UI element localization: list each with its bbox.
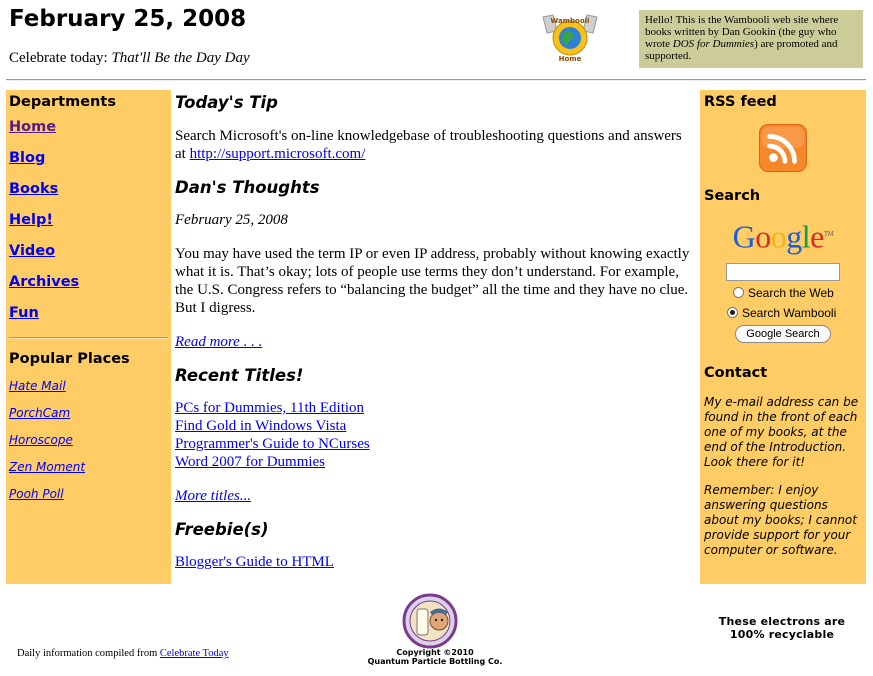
bottler-caption	[360, 648, 510, 666]
popular-places-heading: Popular Places	[9, 351, 130, 367]
google-logo-text: Google	[732, 218, 824, 255]
nav-link-video[interactable]: Video	[9, 243, 56, 259]
celebrate-day: That'll Be the Day Day	[111, 50, 250, 66]
quantum-particle-bottling-logo[interactable]	[394, 593, 466, 649]
radio-search-web[interactable]	[704, 285, 862, 301]
rss-heading: RSS feed	[704, 94, 777, 110]
logo-text-bottom: Home	[558, 55, 582, 63]
freebie-link[interactable]: Blogger's Guide to HTML	[175, 554, 334, 570]
celebrate-line	[9, 50, 250, 67]
recent-titles-heading: Recent Titles!	[175, 366, 304, 385]
freebies-heading: Freebie(s)	[175, 520, 269, 539]
nav-link-fun[interactable]: Fun	[9, 305, 39, 321]
popular-places-list	[9, 375, 168, 510]
departments-heading: Departments	[9, 94, 116, 110]
title-link[interactable]: Programmer's Guide to NCurses	[175, 436, 370, 452]
title-link[interactable]: Find Gold in Windows Vista	[175, 418, 347, 434]
nav-link-books[interactable]: Books	[9, 181, 59, 197]
todays-tip-text	[175, 127, 695, 163]
footer-credit	[17, 648, 229, 660]
popular-link-zen-moment[interactable]: Zen Moment	[9, 460, 86, 474]
todays-tip-heading: Today's Tip	[175, 93, 278, 112]
recyclable-electrons-badge	[707, 615, 857, 641]
radio-web-button[interactable]	[733, 287, 744, 298]
radio-search-wambooli[interactable]	[704, 305, 862, 321]
right-sidebar	[700, 90, 866, 584]
dans-thoughts-heading: Dan's Thoughts	[175, 178, 320, 197]
tip-link[interactable]: http://support.microsoft.com/	[189, 146, 366, 162]
nav-link-blog[interactable]: Blog	[9, 150, 46, 166]
bottler-copyright: Copyright ©2010	[396, 648, 474, 657]
popular-link-porchcam[interactable]: PorchCam	[9, 406, 71, 420]
popular-link-pooh-poll[interactable]: Pooh Poll	[9, 487, 64, 501]
contact-text: My e-mail address can be found in the front of each one of my books, at the end of the Introduction. Look there for it!	[704, 394, 859, 469]
radio-web-label: Search the Web	[748, 285, 834, 300]
celebrate-today-link[interactable]: Celebrate Today	[159, 648, 229, 659]
page-date: February 25, 2008	[9, 6, 247, 32]
thoughts-date: February 25, 2008	[175, 212, 288, 228]
title-link[interactable]: Word 2007 for Dummies	[175, 454, 326, 470]
main-content	[175, 90, 695, 571]
intro-part2: ) are promoted and supported.	[645, 38, 838, 62]
intro-box	[639, 10, 863, 68]
google-search-button[interactable]: Google Search	[735, 325, 831, 343]
intro-book: DOS for Dummies	[672, 38, 755, 50]
radio-site-label: Search Wambooli	[742, 305, 837, 320]
popular-link-hate-mail[interactable]: Hate Mail	[9, 379, 66, 393]
contact-reminder: Remember: I enjoy answering questions about my books; I cannot provide support for your computer or software.	[704, 482, 857, 557]
recent-titles-list	[175, 399, 695, 471]
tip-text: Search Microsoft's on-line knowledgebase of troubleshooting questions and answers at	[175, 128, 682, 162]
popular-link-horoscope[interactable]: Horoscope	[9, 433, 73, 447]
electrons-line1: These electrons are	[718, 615, 846, 628]
more-titles-link[interactable]: More titles...	[175, 488, 252, 504]
departments-list	[9, 116, 168, 333]
nav-link-home[interactable]: Home	[9, 119, 57, 135]
celebrate-prefix: Celebrate today:	[9, 50, 108, 66]
credit-prefix: Daily information compiled from	[17, 648, 160, 659]
contact-heading: Contact	[704, 364, 768, 381]
search-input[interactable]	[726, 263, 840, 281]
header-divider	[6, 79, 866, 81]
logo-text-top: Wambooli	[550, 17, 590, 25]
wambooli-home-logo[interactable]	[537, 13, 603, 65]
search-heading: Search	[704, 188, 761, 204]
google-logo: Google™	[732, 218, 834, 255]
electrons-line2: 100% recyclable	[729, 628, 835, 641]
intro-part1: Hello! This is the Wambooli web site where books written by Dan Gookin (the guy who wrote	[645, 14, 839, 50]
read-more-link[interactable]: Read more . . .	[175, 334, 263, 350]
sidebar-divider	[9, 337, 168, 339]
bottler-name: Quantum Particle Bottling Co.	[367, 657, 503, 666]
nav-link-archives[interactable]: Archives	[9, 274, 80, 290]
title-link[interactable]: PCs for Dummies, 11th Edition	[175, 400, 365, 416]
rss-feed-icon[interactable]	[759, 124, 807, 172]
left-sidebar	[6, 90, 171, 584]
thoughts-body: You may have used the term IP or even IP address, probably without knowing exactly what it is. That’s okay; lots of people use terms they don’t understand. For example, the U.S. Congress refers to “balancing the budget” all the time and they have no clue. But I digress.	[175, 246, 690, 316]
nav-link-help[interactable]: Help!	[9, 212, 53, 228]
radio-site-button[interactable]	[727, 307, 738, 318]
